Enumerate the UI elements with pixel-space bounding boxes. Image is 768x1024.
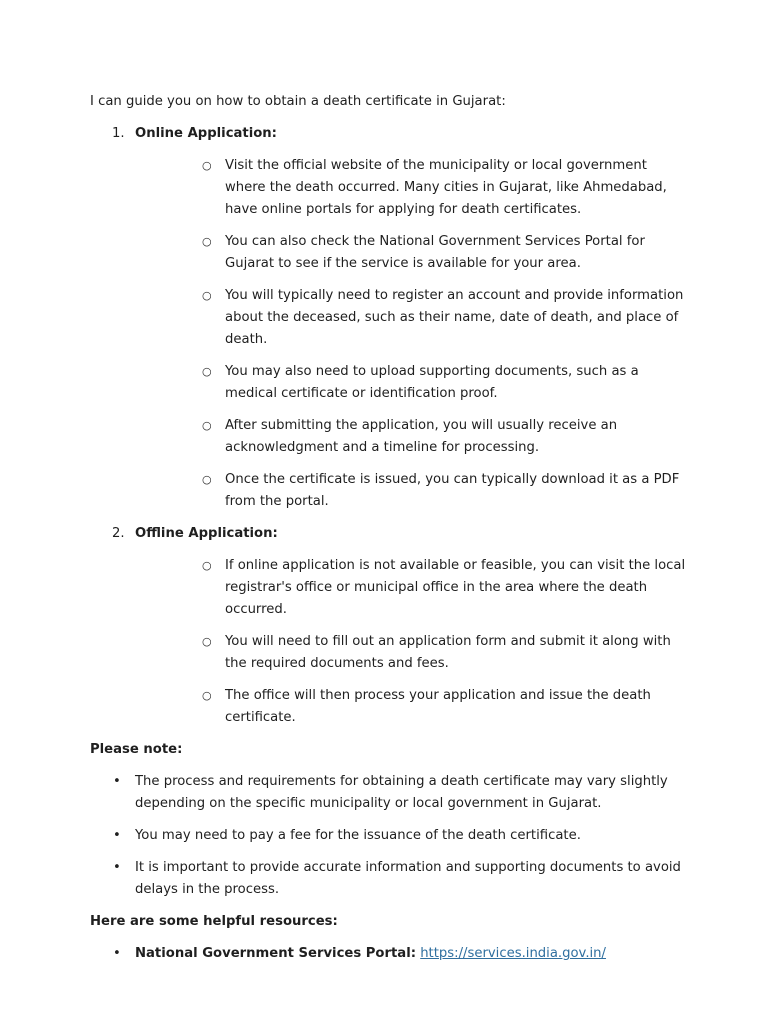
- circle-bullet-icon: ○: [202, 419, 212, 432]
- step-online: [90, 123, 688, 513]
- bullet-icon: •: [113, 828, 121, 843]
- list-item: [90, 943, 688, 965]
- list-item: • The process and requirements for obtaining a death certificate may vary slightly depending on the specific municipality or local government in Gujarat.: [90, 771, 688, 815]
- list-item: • It is important to provide accurate information and supporting documents to avoid delays in the process.: [90, 857, 688, 901]
- step-number: 1.: [112, 126, 125, 141]
- resource-label: National Government Services Portal:: [135, 946, 416, 961]
- steps-list: [90, 123, 688, 729]
- step-title: Online Application:: [135, 126, 277, 141]
- resources-heading: Here are some helpful resources:: [90, 914, 338, 929]
- step-number: 2.: [112, 526, 125, 541]
- step-offline: [90, 523, 688, 729]
- list-item: ○ You may also need to upload supporting documents, such as a medical certificate or identification proof.: [135, 361, 688, 405]
- circle-bullet-icon: ○: [202, 365, 212, 378]
- bullet-icon: •: [113, 860, 121, 875]
- note-heading: Please note:: [90, 742, 183, 757]
- step-sublist: [135, 155, 688, 513]
- circle-bullet-icon: ○: [202, 289, 212, 302]
- intro-text: I can guide you on how to obtain a death certificate in Gujarat:: [90, 94, 506, 109]
- circle-bullet-icon: ○: [202, 159, 212, 172]
- circle-bullet-icon: ○: [202, 559, 212, 572]
- resources-list: [90, 943, 688, 965]
- list-item: ○ The office will then process your application and issue the death certificate.: [135, 685, 688, 729]
- circle-bullet-icon: ○: [202, 473, 212, 486]
- notes-list: [90, 771, 688, 901]
- list-item: ○ Once the certificate is issued, you can typically download it as a PDF from the portal.: [135, 469, 688, 513]
- bullet-icon: •: [113, 946, 121, 961]
- list-item: ○ After submitting the application, you will usually receive an acknowledgment and a timeline for processing.: [135, 415, 688, 459]
- resource-link[interactable]: https://services.india.gov.in/: [420, 946, 606, 961]
- list-item: ○ You will need to fill out an application form and submit it along with the required documents and fees.: [135, 631, 688, 675]
- step-sublist: [135, 555, 688, 729]
- step-title: Offline Application:: [135, 526, 278, 541]
- circle-bullet-icon: ○: [202, 635, 212, 648]
- circle-bullet-icon: ○: [202, 689, 212, 702]
- circle-bullet-icon: ○: [202, 235, 212, 248]
- list-item: ○ You will typically need to register an account and provide information about the deceased, such as their name, date of death, and place of death.: [135, 285, 688, 351]
- list-item: ○ If online application is not available or feasible, you can visit the local registrar's office or municipal office in the area where the death occurred.: [135, 555, 688, 621]
- list-item: ○ Visit the official website of the municipality or local government where the death occurred. Many cities in Gujarat, like Ahmedabad, have online portals for applying for death certificates.: [135, 155, 688, 221]
- bullet-icon: •: [113, 774, 121, 789]
- list-item: ○ You can also check the National Government Services Portal for Gujarat to see if the service is available for your area.: [135, 231, 688, 275]
- list-item: • You may need to pay a fee for the issuance of the death certificate.: [90, 825, 688, 847]
